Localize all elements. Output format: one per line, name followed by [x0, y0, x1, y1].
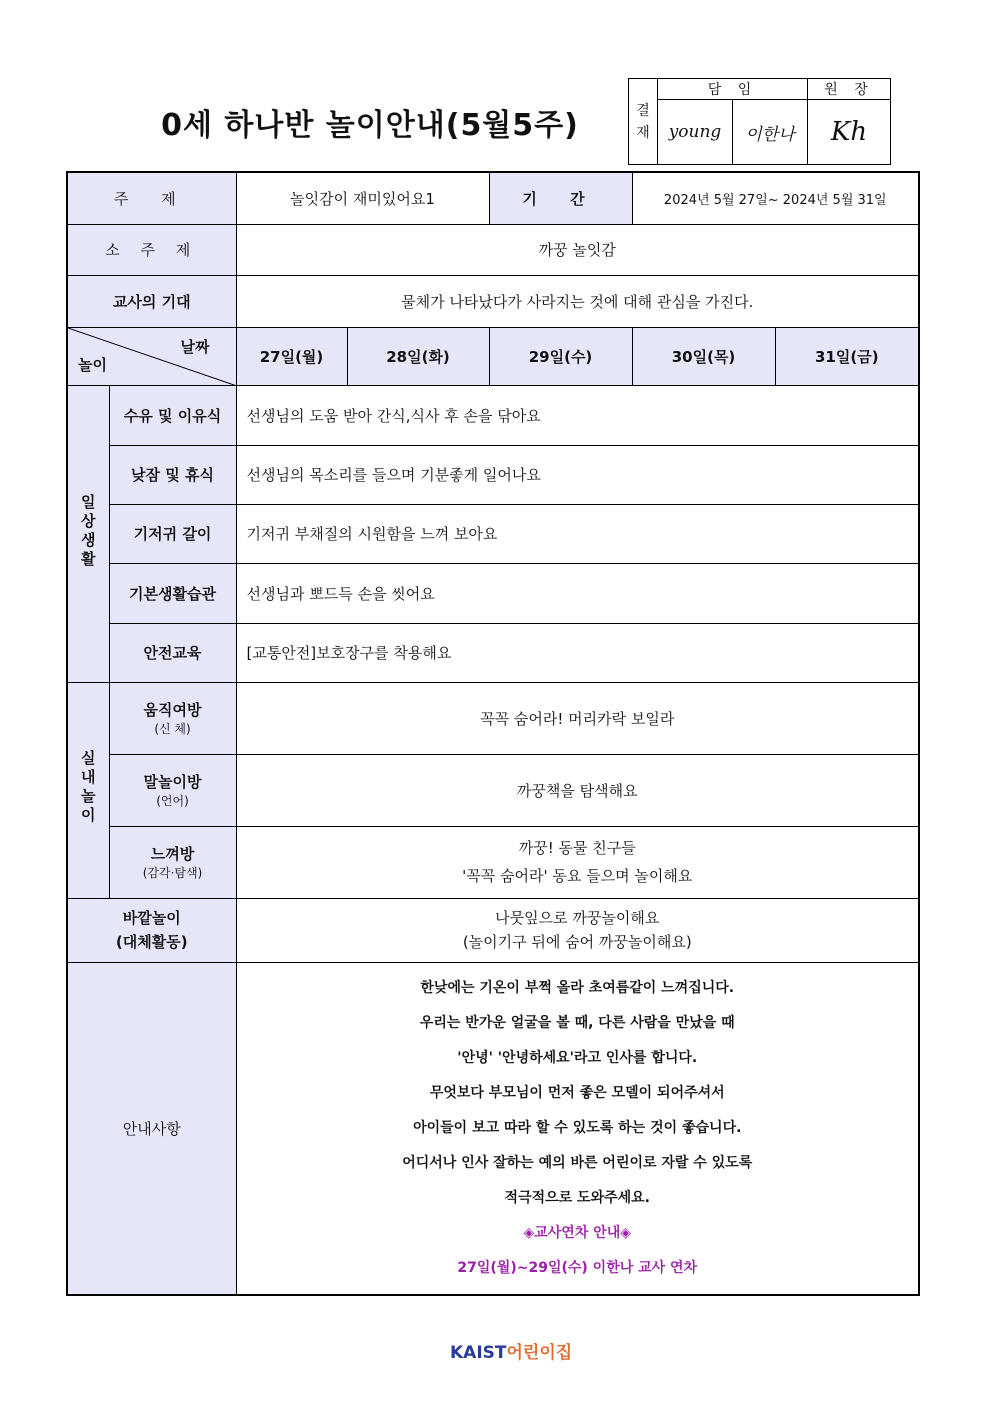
- indoor-row-label: 느껴방 (감각·탐색): [109, 826, 236, 898]
- date-play-header: [67, 327, 236, 385]
- play-header-label: 놀이: [78, 355, 107, 374]
- day-header-tue: 28일(화): [347, 327, 489, 385]
- indoor-row-value: 꼭꼭 숨어라! 머리카락 보일라: [236, 682, 919, 754]
- daily-life-label: 일상생활: [67, 385, 109, 682]
- kindergarten-logo: [450, 1338, 572, 1363]
- day-header-wed: 29일(수): [489, 327, 632, 385]
- notice-line: 우리는 반가운 얼굴을 볼 때, 다른 사람을 만났을 때: [419, 1014, 735, 1031]
- notice-line: '안녕' '안녕하세요'라고 인사를 합니다.: [457, 1049, 698, 1066]
- indoor-row-label: 움직여방 (신 체): [109, 682, 236, 754]
- daily-row-label: 기저귀 갈이: [109, 504, 236, 563]
- expectation-value: 물체가 나타났다가 사라지는 것에 대해 관심을 가진다.: [236, 275, 919, 327]
- logo-name: 어린이집: [506, 1343, 573, 1363]
- date-header-label: 날짜: [180, 337, 210, 356]
- homeroom-header: 담 임: [658, 79, 808, 100]
- indoor-play-label: 실내놀이: [67, 682, 109, 898]
- daily-row-value: 선생님과 뽀드득 손을 씻어요: [236, 563, 919, 623]
- notice-line: 적극적으로 도와주세요.: [504, 1189, 650, 1206]
- plan-table: [66, 171, 920, 1296]
- expectation-label: 교사의 기대: [67, 275, 236, 327]
- daily-row-label: 수유 및 이유식: [109, 385, 236, 445]
- indoor-row-value: 까꿍! 동물 친구들 '꼭꼭 숨어라' 동요 들으며 놀이해요: [236, 826, 919, 898]
- subtheme-label: 소 주 제: [67, 224, 236, 275]
- notice-line: 무엇보다 부모님이 먼저 좋은 모델이 되어주셔서: [429, 1084, 725, 1101]
- outdoor-play-label: 바깥놀이 (대체활동): [67, 898, 236, 962]
- daily-row-label: 낮잠 및 휴식: [109, 445, 236, 504]
- period-label: 기 간: [489, 172, 632, 224]
- day-header-thu: 30일(목): [632, 327, 775, 385]
- subtheme-value: 까꿍 놀잇감: [236, 224, 919, 275]
- theme-label: 주 제: [67, 172, 236, 224]
- outdoor-play-value: 나뭇잎으로 까꿍놀이해요 (놀이기구 뒤에 숨어 까꿍놀이해요): [236, 898, 919, 962]
- notice-body: [236, 962, 919, 1295]
- leave-notice-title: ◈교사연차 안내◈: [523, 1224, 632, 1241]
- daily-row-value: 기저귀 부채질의 시원함을 느껴 보아요: [236, 504, 919, 563]
- director-signature: Kh: [808, 100, 891, 165]
- director-header: 원 장: [808, 79, 891, 100]
- approval-label: 결 재: [629, 79, 658, 165]
- homeroom-signature-2: 이한나: [733, 100, 808, 165]
- daily-row-value: 선생님의 목소리를 들으며 기분좋게 일어나요: [236, 445, 919, 504]
- logo-brand: KAIST: [450, 1343, 507, 1363]
- notice-label: 안내사항: [67, 962, 236, 1295]
- notice-line: 아이들이 보고 따라 할 수 있도록 하는 것이 좋습니다.: [413, 1119, 742, 1136]
- period-value: 2024년 5월 27일~ 2024년 5월 31일: [632, 172, 919, 224]
- notice-line: 어디서나 인사 잘하는 예의 바른 어린이로 자랄 수 있도록: [402, 1154, 753, 1171]
- day-header-fri: 31일(금): [775, 327, 919, 385]
- page-title: 0세 하나반 놀이안내(5월5주): [161, 108, 579, 143]
- daily-row-label: 기본생활습관: [109, 563, 236, 623]
- theme-value: 놀잇감이 재미있어요1: [236, 172, 489, 224]
- indoor-row-value: 까꿍책을 탐색해요: [236, 754, 919, 826]
- day-header-mon: 27일(월): [236, 327, 347, 385]
- daily-row-value: [교통안전]보호장구를 착용해요: [236, 623, 919, 682]
- notice-line: 한낮에는 기온이 부쩍 올라 초여름같이 느껴집니다.: [420, 979, 735, 996]
- homeroom-signature-1: young: [658, 100, 733, 165]
- daily-row-label: 안전교육: [109, 623, 236, 682]
- daily-row-value: 선생님의 도움 받아 간식,식사 후 손을 닦아요: [236, 385, 919, 445]
- leave-notice-text: 27일(월)~29일(수) 이한나 교사 연차: [457, 1259, 698, 1276]
- indoor-row-label: 말놀이방 (언어): [109, 754, 236, 826]
- approval-box: [628, 78, 891, 165]
